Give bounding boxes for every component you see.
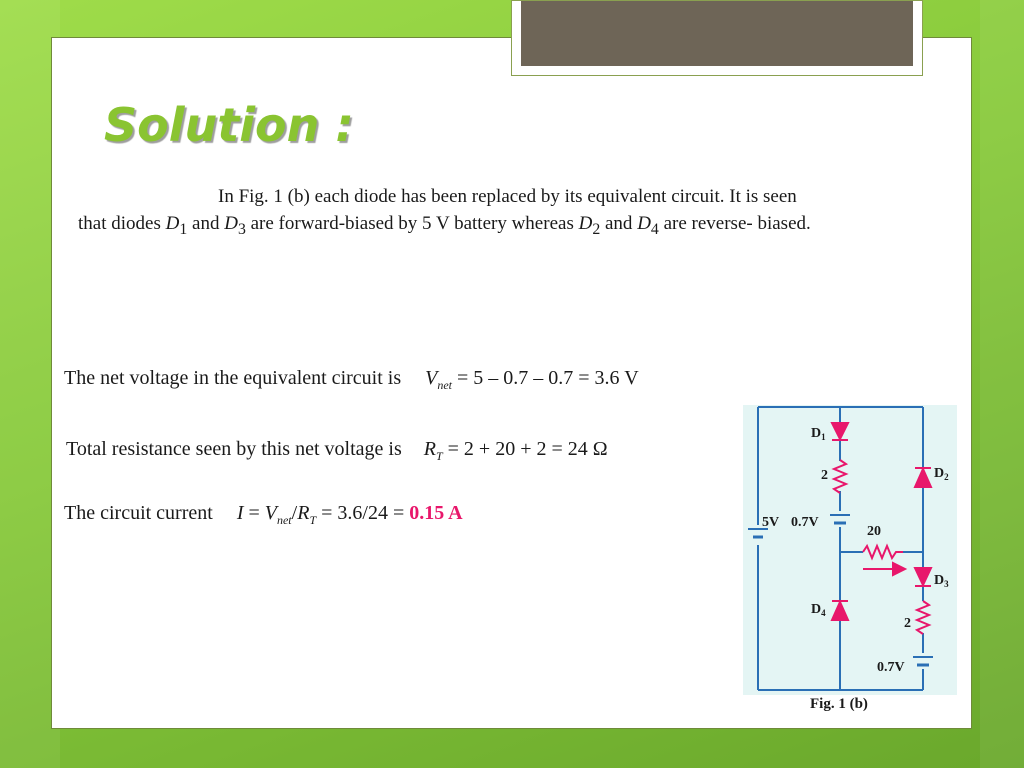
arrow-head-icon — [893, 563, 905, 575]
text-run: and — [600, 213, 638, 234]
circuit-figure — [743, 405, 957, 695]
subscript: T — [435, 449, 443, 463]
equation-resistance — [66, 438, 608, 464]
text-run: that diodes — [78, 213, 166, 234]
subscript: net — [437, 378, 452, 392]
equation-expression: = 2 + 20 + 2 = 24 Ω — [442, 438, 608, 460]
subscript: 3 — [237, 220, 246, 238]
subscript: T — [309, 513, 317, 527]
equation-net-voltage — [64, 367, 639, 393]
slash: / — [291, 502, 298, 524]
background-stripe — [980, 0, 1024, 768]
diode-symbol-d2: D — [578, 213, 593, 234]
label-d1: $D_1$ — [811, 426, 826, 442]
diode-d2-icon — [915, 469, 931, 487]
paragraph-line-2 — [78, 213, 811, 239]
label-r-mid: 20 — [867, 524, 881, 539]
label-drop-top: 0.7V — [791, 515, 819, 530]
current-result: 0.15 A — [409, 502, 463, 524]
circuit-diagram — [743, 405, 957, 695]
diode-d3-icon — [915, 568, 931, 585]
diode-symbol-d3: D — [224, 213, 238, 234]
equation-expression: = 5 – 0.7 – 0.7 = 3.6 V — [452, 367, 639, 389]
text-run: are forward-biased by 5 V battery whereas — [245, 213, 579, 234]
label-r-top: 2 — [821, 468, 828, 483]
symbol-v: V — [264, 502, 277, 524]
slide-title: Solution : — [104, 98, 354, 152]
label-battery: 5V — [762, 515, 780, 530]
label-d3: $D_3$ — [934, 573, 949, 589]
header-tab-frame — [511, 0, 923, 76]
figure-caption: Fig. 1 (b) — [810, 696, 868, 712]
diode-d1-icon — [832, 423, 848, 439]
paragraph-line-1: In Fig. 1 (b) each diode has been replaced by its equivalent circuit. It is seen — [218, 186, 797, 207]
diode-d4-icon — [832, 602, 848, 620]
subscript: 1 — [179, 220, 188, 238]
subscript: 2 — [592, 220, 601, 238]
symbol-v: V — [425, 367, 438, 389]
subscript: 4 — [650, 220, 659, 238]
subscript: net — [276, 513, 292, 527]
equation-text: The circuit current — [64, 502, 213, 524]
symbol-r: R — [423, 438, 436, 460]
diode-symbol-d1: D — [165, 213, 180, 234]
text-run: and — [187, 213, 225, 234]
equals-sign: = — [243, 502, 265, 524]
label-d4: $D_4$ — [811, 602, 826, 618]
header-tab-block — [521, 1, 913, 66]
equation-text: Total resistance seen by this net voltage is — [66, 438, 402, 460]
label-drop-bottom: 0.7V — [877, 660, 905, 675]
equation-current — [64, 502, 463, 528]
equation-expression: = 3.6/24 = — [316, 502, 410, 524]
label-r-bottom: 2 — [904, 616, 911, 631]
symbol-r: R — [297, 502, 310, 524]
diode-symbol-d4: D — [637, 213, 651, 234]
symbol-i: I — [236, 502, 244, 524]
equation-text: The net voltage in the equivalent circuit is — [64, 367, 402, 389]
label-d2: $D_2$ — [934, 466, 949, 482]
text-run: are reverse- biased. — [658, 213, 811, 234]
